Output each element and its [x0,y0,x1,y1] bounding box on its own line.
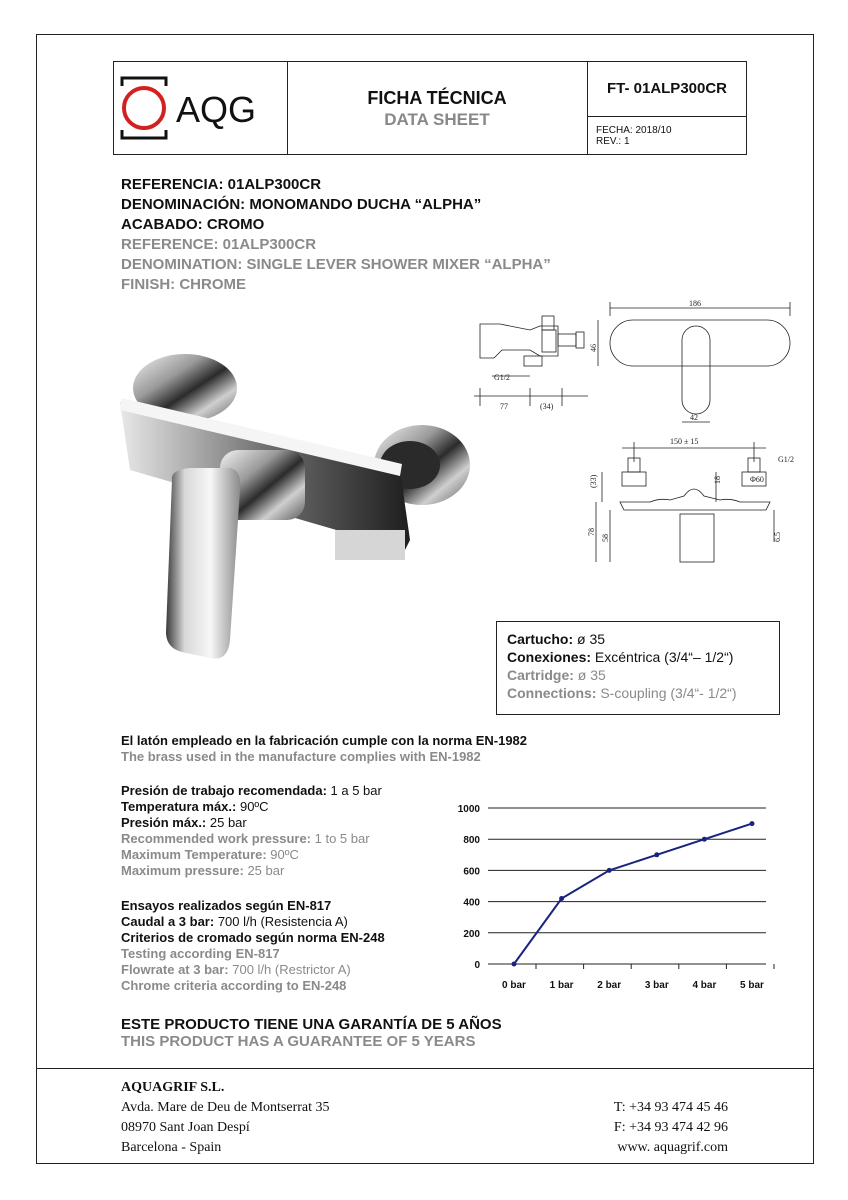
company-contact [614,1098,728,1158]
chart-ytick-label: 800 [463,835,480,847]
telephone: T: +34 93 474 45 46 [613,1100,728,1115]
max-pressure-en: Maximum pressure: 25 bar [121,863,285,878]
pressure-block [121,783,382,879]
chart-series-line [514,824,752,964]
dim-46: 46 [589,344,598,352]
revision: REV.: 1 [596,136,630,147]
brass-en: The brass used in the manufacture complies with EN-1982 [121,749,481,764]
header-table [113,61,747,155]
dim-42: 42 [690,413,698,422]
chart-xtick-label: 5 bar [740,980,764,991]
chrome-es: Criterios de cromado según norma EN-248 [121,930,385,945]
title-es: FICHA TÉCNICA [367,88,507,108]
finish-en: FINISH: CHROME [121,276,246,293]
dim-6-5: 6.5 [773,532,782,542]
title-en: DATA SHEET [384,110,490,129]
chart-data-point [607,868,612,873]
tests-block [121,898,385,994]
reference-es: REFERENCIA: 01ALP300CR [121,176,322,193]
cartridge-es: Cartucho: ø 35 [507,631,606,647]
reference-block [121,175,551,295]
dim-77: 77 [500,402,508,411]
pressure-flow-chart [440,798,780,998]
aqg-logo [114,62,286,154]
chart-data-point [654,852,659,857]
warranty-es: ESTE PRODUCTO TIENE UNA GARANTÍA DE 5 AÑOS [121,1016,502,1033]
address-line-3: Barcelona - Spain [121,1140,222,1155]
connections-en: Connections: S-coupling (3/4“- 1/2“) [507,685,737,701]
title-cell [287,62,588,154]
dim-phi60: Φ60 [750,475,764,484]
cartridge-en: Cartridge: ø 35 [507,667,606,683]
dim-33: (33) [589,474,598,488]
brass-block [121,733,527,765]
website-link[interactable]: www. aquagrif.com [617,1140,728,1155]
reference-en: REFERENCE: 01ALP300CR [121,236,317,253]
chart-xtick-label: 2 bar [597,980,622,991]
chart-xtick-label: 4 bar [692,980,717,991]
date: FECHA: 2018/10 [596,125,672,136]
flowrate-en: Flowrate at 3 bar: 700 l/h (Restrictor A) [121,962,351,977]
chart-ytick-label: 400 [463,897,480,909]
denomination-es: DENOMINACIÓN: MONOMANDO DUCHA “ALPHA” [121,196,482,213]
logo-ring-icon [124,88,164,128]
chart-data-point [559,896,564,901]
chart-data-point [512,962,517,967]
dim-58: 58 [601,534,610,542]
dim-34: (34) [540,402,554,411]
chart-xtick-label: 3 bar [644,980,669,991]
finish-es: ACABADO: CROMO [121,216,265,233]
max-temp-en: Maximum Temperature: 90ºC [121,847,299,862]
address-line-2: 08970 Sant Joan Despí [121,1120,250,1135]
dim-g12-side: G1/2 [494,373,510,382]
work-pressure-es: Presión de trabajo recomendada: 1 a 5 bar [121,783,382,798]
address-line-1: Avda. Mare de Deu de Montserrat 35 [121,1100,330,1115]
logo-cell [114,62,288,154]
chart-xtick-label: 0 bar [502,980,526,991]
testing-es: Ensayos realizados según EN-817 [121,898,332,913]
max-temp-es: Temperatura máx.: 90ºC [121,799,269,814]
dim-78: 78 [587,528,596,536]
date-rev [588,117,746,147]
specs-box [496,621,780,715]
dim-150: 150 ± 15 [670,437,699,446]
chart-ytick-label: 600 [463,866,480,878]
product-photo [110,340,480,670]
chart-data-point [702,837,707,842]
max-pressure-es: Presión máx.: 25 bar [121,815,247,830]
dim-186: 186 [689,299,701,308]
company-address [121,1078,330,1158]
logo-text: AQG [176,89,257,130]
chrome-en: Chrome criteria according to EN-248 [121,978,347,993]
code-cell [588,62,746,154]
warranty-block [121,1016,502,1050]
document-code: FT- 01ALP300CR [588,62,746,117]
chart-data-point [750,821,755,826]
chart-xtick-label: 1 bar [549,980,574,991]
chart-ytick-label: 1000 [457,804,480,815]
chart-ytick-label: 200 [463,928,480,940]
denomination-en: DENOMINATION: SINGLE LEVER SHOWER MIXER “ALPHA” [121,256,551,273]
dim-g12-bottom: G1/2 [778,455,794,464]
fax: F: +34 93 474 42 96 [613,1120,728,1135]
testing-en: Testing according EN-817 [121,946,280,961]
flowrate-es: Caudal a 3 bar: 700 l/h (Resistencia A) [121,914,348,929]
dim-18: 18 [713,476,722,484]
chart-ytick-label: 0 [474,960,480,971]
work-pressure-en: Recommended work pressure: 1 to 5 bar [121,831,370,846]
technical-drawing [470,296,810,571]
brass-es: El latón empleado en la fabricación cumple con la norma EN-1982 [121,733,528,748]
warranty-en: THIS PRODUCT HAS A GUARANTEE OF 5 YEARS [121,1033,476,1050]
connections-es: Conexiones: Excéntrica (3/4“– 1/2“) [507,649,734,665]
footer-divider [36,1068,814,1069]
company-name: AQUAGRIF S.L. [121,1080,225,1095]
